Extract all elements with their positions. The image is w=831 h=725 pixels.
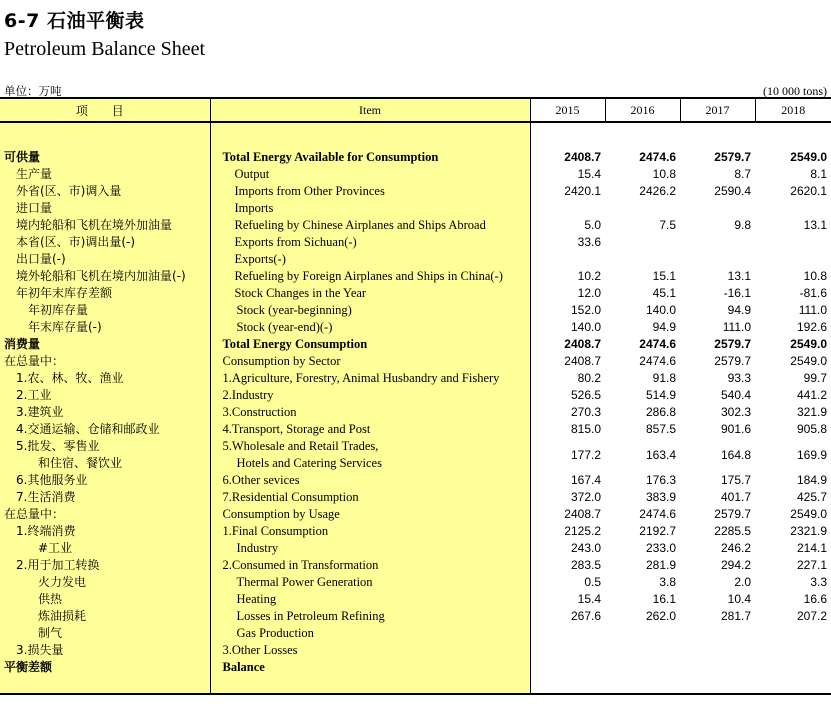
row-label-cn: 4.交通运输、仓储和邮政业: [0, 421, 210, 438]
row-label-cn: 生产量: [0, 166, 210, 183]
row-label-en: 7.Residential Consumption: [210, 489, 530, 506]
row-label-en: Gas Production: [210, 625, 530, 642]
table-row: [0, 200, 831, 217]
value-2016: [605, 625, 680, 642]
value-2017: 246.2: [720, 541, 751, 555]
value-2017: 281.7: [720, 609, 751, 623]
value-2017: 2579.7: [714, 150, 751, 164]
value-2018: 425.7: [796, 490, 827, 504]
row-label-en: Consumption by Sector: [210, 353, 530, 370]
table-title-chinese: 6-7 石油平衡表: [4, 10, 145, 32]
value-2018: -81.6: [799, 286, 827, 300]
row-label-en: Total Energy Consumption: [210, 336, 530, 353]
value-2017: -16.1: [723, 286, 751, 300]
table-row: [0, 353, 831, 370]
row-label-cn: 6.其他服务业: [0, 472, 210, 489]
value-2017: 2579.7: [714, 337, 751, 351]
row-label-en: Stock Changes in the Year: [210, 285, 530, 302]
header-year-2015: 2015: [530, 98, 605, 122]
value-2016: 10.8: [652, 167, 676, 181]
row-label-en: Thermal Power Generation: [210, 574, 530, 591]
value-2015: [530, 659, 605, 676]
row-label-cn: 5.批发、零售业 和住宿、餐饮业: [0, 438, 210, 472]
value-2017: 164.8: [720, 447, 751, 462]
value-2015: 267.6: [570, 609, 601, 623]
header-year-2016: 2016: [605, 98, 680, 122]
table-row: [0, 608, 831, 625]
value-2018: [755, 251, 831, 268]
row-label-cn: 境外轮船和飞机在境内加油量(-): [0, 268, 210, 285]
table-row: [0, 149, 831, 166]
row-label-cn: 外省(区、市)调入量: [0, 183, 210, 200]
bottom-spacer-row: [0, 676, 831, 694]
spacer-row: [0, 122, 831, 149]
value-2016: [605, 200, 680, 217]
row-label-cn: 在总量中：: [0, 353, 210, 370]
row-label-en: 2.Consumed in Transformation: [210, 557, 530, 574]
row-label-en: 1.Final Consumption: [210, 523, 530, 540]
table-title-english: Petroleum Balance Sheet: [4, 38, 206, 60]
value-2016: 91.8: [652, 371, 676, 385]
table-row: [0, 387, 831, 404]
value-2016: 286.8: [645, 405, 676, 419]
table-row: [0, 472, 831, 489]
table-row: [0, 336, 831, 353]
row-label-cn: 在总量中：: [0, 506, 210, 523]
row-label-en: 2.Industry: [210, 387, 530, 404]
table-row: [0, 659, 831, 676]
table-row: [0, 506, 831, 523]
value-2018: 2549.0: [790, 337, 827, 351]
row-label-en: 5.Wholesale and Retail Trades, Hotels and Catering Services: [210, 438, 530, 472]
value-2018: 214.1: [796, 541, 827, 555]
value-2015: 0.5: [584, 575, 601, 589]
row-label-en: 3.Construction: [210, 404, 530, 421]
row-label-en: Imports from Other Provinces: [210, 183, 530, 200]
value-2018: 10.8: [803, 269, 827, 283]
header-item-chinese: 项 目: [0, 98, 210, 122]
value-2018: 2549.0: [790, 507, 827, 521]
row-label-cn: 3.建筑业: [0, 404, 210, 421]
row-label-cn: 可供量: [0, 149, 210, 166]
value-2018: 321.9: [796, 405, 827, 419]
value-2015: [530, 642, 605, 659]
value-2015: 243.0: [570, 541, 601, 555]
table-row: [0, 166, 831, 183]
value-2017: [680, 200, 755, 217]
value-2015: [530, 251, 605, 268]
value-2015: 5.0: [584, 218, 601, 232]
row-label-en: 3.Other Losses: [210, 642, 530, 659]
value-2015: 283.5: [570, 558, 601, 572]
value-2016: 7.5: [659, 218, 676, 232]
value-2017: 2590.4: [714, 184, 751, 198]
value-2018: 13.1: [803, 218, 827, 232]
value-2017: [680, 625, 755, 642]
value-2016: 94.9: [652, 320, 676, 334]
value-2018: [755, 234, 831, 251]
table-row: [0, 285, 831, 302]
value-2016: 281.9: [645, 558, 676, 572]
value-2017: 94.9: [727, 303, 751, 317]
row-label-cn: 2.工业: [0, 387, 210, 404]
row-label-en: Heating: [210, 591, 530, 608]
table-row: [0, 251, 831, 268]
value-2017: 302.3: [720, 405, 751, 419]
table-row: [0, 370, 831, 387]
value-2015: 526.5: [570, 388, 601, 402]
value-2015: 80.2: [577, 371, 601, 385]
value-2015: 815.0: [570, 422, 601, 436]
value-2015: 152.0: [570, 303, 601, 317]
value-2015: 2408.7: [564, 337, 601, 351]
value-2015: 33.6: [577, 235, 601, 249]
table-row: [0, 421, 831, 438]
value-2017: 2285.5: [714, 524, 751, 538]
value-2016: 2474.6: [639, 354, 676, 368]
table-row: [0, 489, 831, 506]
value-2016: 2474.6: [639, 337, 676, 351]
table-row: [0, 642, 831, 659]
value-2018: [755, 625, 831, 642]
row-label-cn: 平衡差额: [0, 659, 210, 676]
value-2017: 93.3: [727, 371, 751, 385]
row-label-cn: 炼油损耗: [0, 608, 210, 625]
table-row: [0, 438, 831, 472]
value-2016: 262.0: [645, 609, 676, 623]
row-label-en: Balance: [210, 659, 530, 676]
value-2018: 111.0: [798, 303, 827, 317]
table-row: [0, 234, 831, 251]
value-2018: 441.2: [796, 388, 827, 402]
value-2018: 192.6: [796, 320, 827, 334]
value-2018: 227.1: [796, 558, 827, 572]
table-row: [0, 523, 831, 540]
row-label-cn: 供热: [0, 591, 210, 608]
row-label-en: Total Energy Available for Consumption: [210, 149, 530, 166]
value-2016: 163.4: [645, 447, 676, 462]
value-2016: [605, 251, 680, 268]
value-2015: 2125.2: [564, 524, 601, 538]
value-2016: [605, 642, 680, 659]
table-row: [0, 183, 831, 200]
value-2016: 2426.2: [639, 184, 676, 198]
header-year-2018: 2018: [755, 98, 831, 122]
value-2017: 2.0: [734, 575, 751, 589]
row-label-cn: 1.终端消费: [0, 523, 210, 540]
balance-table-container: [0, 97, 831, 695]
table-row: [0, 557, 831, 574]
value-2015: 15.4: [577, 592, 601, 606]
value-2016: 3.8: [659, 575, 676, 589]
value-2017: 401.7: [720, 490, 751, 504]
table-row: [0, 404, 831, 421]
value-2015: 2408.7: [564, 354, 601, 368]
row-label-en: 6.Other sevices: [210, 472, 530, 489]
value-2017: 294.2: [720, 558, 751, 572]
value-2017: [680, 642, 755, 659]
value-2015: [530, 200, 605, 217]
value-2016: [605, 659, 680, 676]
petroleum-balance-table: [0, 97, 831, 695]
row-label-cn: 出口量(-): [0, 251, 210, 268]
value-2018: [755, 642, 831, 659]
header-row: [0, 98, 831, 122]
row-label-en: Stock (year-end)(-): [210, 319, 530, 336]
table-row: [0, 574, 831, 591]
value-2015: 372.0: [570, 490, 601, 504]
value-2016: 2474.6: [639, 150, 676, 164]
row-label-en: 1.Agriculture, Forestry, Animal Husbandry and Fishery: [210, 370, 530, 387]
row-label-cn: 本省(区、市)调出量(-): [0, 234, 210, 251]
value-2016: 514.9: [645, 388, 676, 402]
value-2016: 383.9: [645, 490, 676, 504]
value-2015: 2420.1: [564, 184, 601, 198]
value-2018: 2549.0: [790, 150, 827, 164]
value-2015: 10.2: [577, 269, 601, 283]
value-2016: 857.5: [645, 422, 676, 436]
row-label-cn: 3.损失量: [0, 642, 210, 659]
value-2018: 2620.1: [790, 184, 827, 198]
value-2016: 45.1: [652, 286, 676, 300]
row-label-cn: 进口量: [0, 200, 210, 217]
value-2017: [680, 234, 755, 251]
value-2018: 3.3: [810, 575, 827, 589]
value-2018: 8.1: [810, 167, 827, 181]
table-row: [0, 319, 831, 336]
value-2016: 2474.6: [639, 507, 676, 521]
row-label-cn: 境内轮船和飞机在境外加油量: [0, 217, 210, 234]
table-row: [0, 268, 831, 285]
table-row: [0, 217, 831, 234]
value-2015: 2408.7: [564, 507, 601, 521]
row-label-cn: 年初年末库存差额: [0, 285, 210, 302]
row-label-en: Imports: [210, 200, 530, 217]
value-2017: 2579.7: [714, 354, 751, 368]
value-2016: 16.1: [652, 592, 676, 606]
value-2016: 176.3: [645, 473, 676, 487]
row-label-cn: 消费量: [0, 336, 210, 353]
row-label-en: Exports from Sichuan(-): [210, 234, 530, 251]
table-row: [0, 302, 831, 319]
table-row: [0, 591, 831, 608]
value-2018: 905.8: [796, 422, 827, 436]
row-label-en: Exports(-): [210, 251, 530, 268]
header-year-2017: 2017: [680, 98, 755, 122]
value-2018: 99.7: [803, 371, 827, 385]
value-2015: 15.4: [577, 167, 601, 181]
row-label-en: Stock (year-beginning): [210, 302, 530, 319]
value-2017: 2579.7: [714, 507, 751, 521]
header-item-english: Item: [210, 98, 530, 122]
value-2017: 13.1: [727, 269, 751, 283]
table-row: [0, 540, 831, 557]
value-2017: 111.0: [722, 320, 751, 334]
value-2015: 270.3: [570, 405, 601, 419]
row-label-en: Output: [210, 166, 530, 183]
row-label-en: Industry: [210, 540, 530, 557]
row-label-cn: 制气: [0, 625, 210, 642]
value-2017: 10.4: [727, 592, 751, 606]
value-2016: 233.0: [645, 541, 676, 555]
value-2015: 12.0: [577, 286, 601, 300]
row-label-en: Refueling by Foreign Airplanes and Ships in China(-): [210, 268, 530, 285]
value-2015: 177.2: [570, 447, 601, 462]
value-2018: [755, 200, 831, 217]
value-2018: 184.9: [796, 473, 827, 487]
row-label-en: 4.Transport, Storage and Post: [210, 421, 530, 438]
value-2015: 140.0: [570, 320, 601, 334]
value-2017: 8.7: [734, 167, 751, 181]
value-2017: 540.4: [720, 388, 751, 402]
row-label-en: Losses in Petroleum Refining: [210, 608, 530, 625]
unit-label-english: (10 000 tons): [763, 84, 827, 98]
row-label-cn: 年初库存量: [0, 302, 210, 319]
value-2017: 175.7: [720, 473, 751, 487]
value-2016: 140.0: [645, 303, 676, 317]
value-2018: [755, 659, 831, 676]
value-2018: 16.6: [803, 592, 827, 606]
value-2015: 2408.7: [564, 150, 601, 164]
value-2018: 169.9: [796, 447, 827, 462]
table-row: [0, 625, 831, 642]
value-2017: [680, 251, 755, 268]
value-2016: 2192.7: [639, 524, 676, 538]
value-2015: 167.4: [570, 473, 601, 487]
value-2017: 901.6: [720, 422, 751, 436]
row-label-en: Consumption by Usage: [210, 506, 530, 523]
value-2016: [605, 234, 680, 251]
value-2017: 9.8: [734, 218, 751, 232]
unit-label-chinese: 单位：万吨: [4, 84, 62, 98]
value-2018: 207.2: [796, 609, 827, 623]
value-2018: 2549.0: [790, 354, 827, 368]
value-2018: 2321.9: [790, 524, 827, 538]
row-label-cn: 2.用于加工转换: [0, 557, 210, 574]
row-label-cn: 火力发电: [0, 574, 210, 591]
row-label-cn: 1.农、林、牧、渔业: [0, 370, 210, 387]
row-label-cn: 7.生活消费: [0, 489, 210, 506]
value-2016: 15.1: [652, 269, 676, 283]
row-label-en: Refueling by Chinese Airplanes and Ships Abroad: [210, 217, 530, 234]
row-label-cn: 年末库存量(-): [0, 319, 210, 336]
value-2017: [680, 659, 755, 676]
row-label-cn: #工业: [0, 540, 210, 557]
value-2015: [530, 625, 605, 642]
